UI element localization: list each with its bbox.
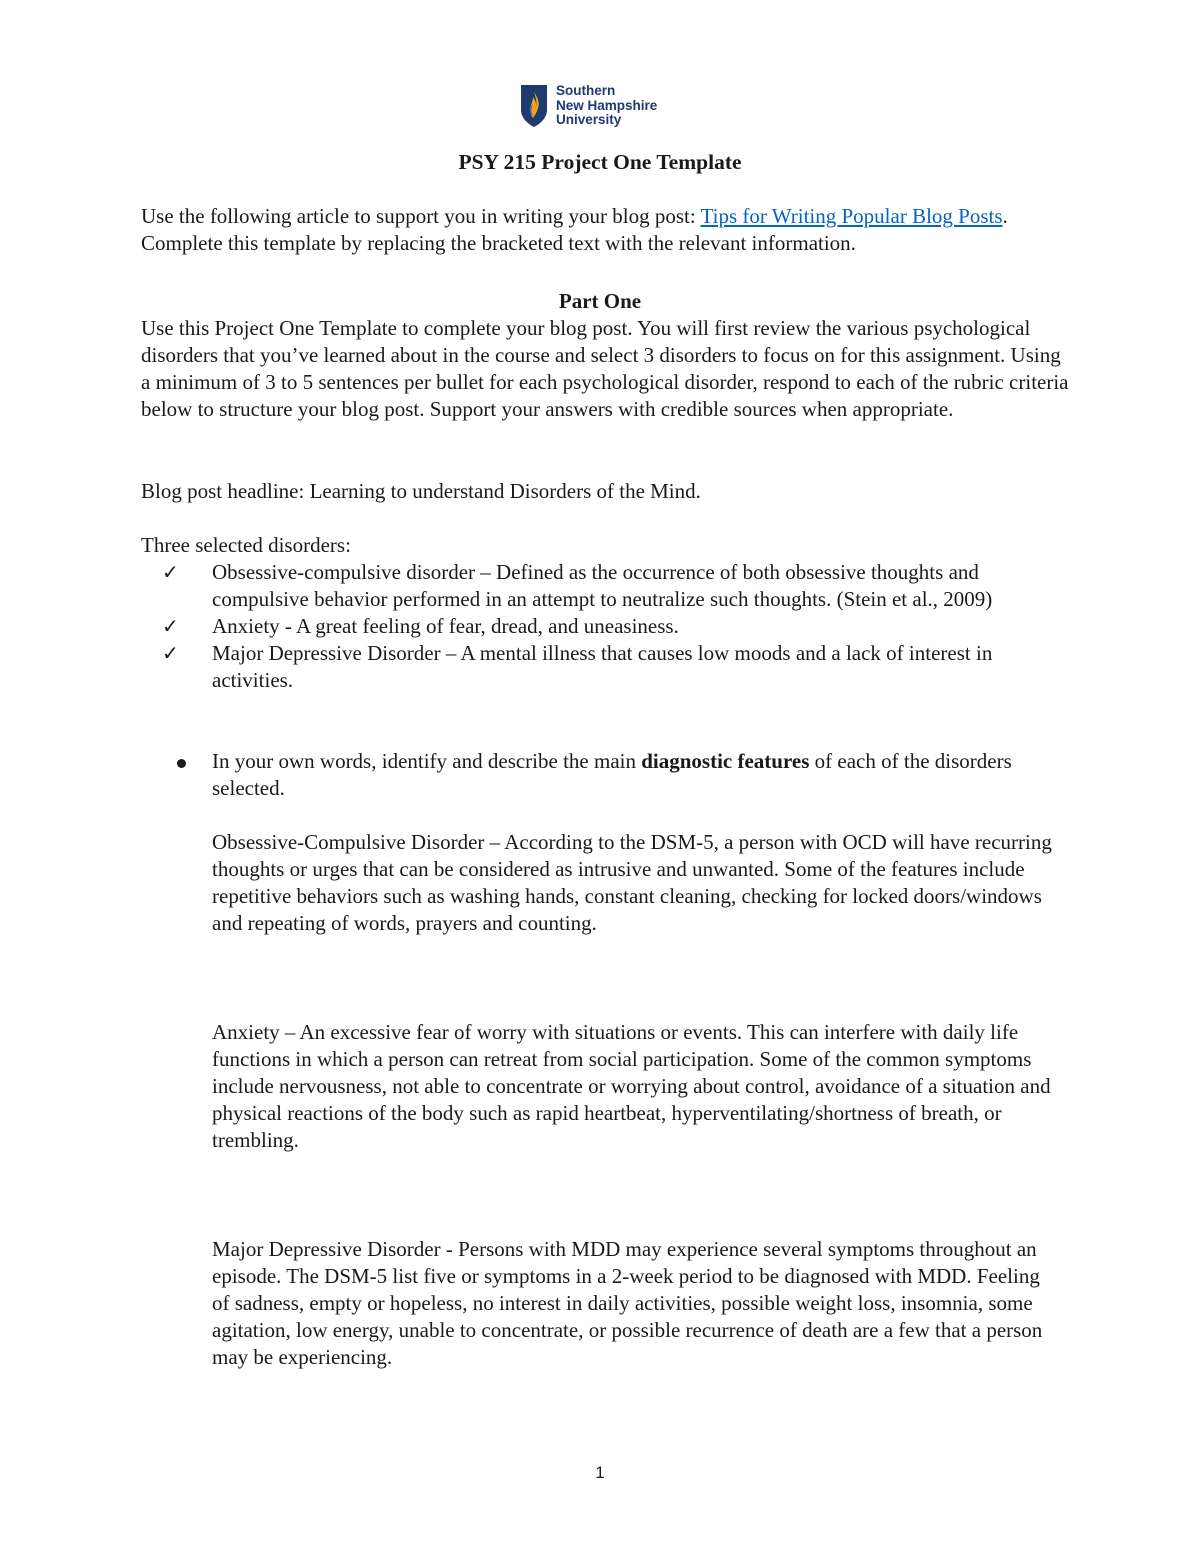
intro-text-after: . Complete this template by replacing the bracketed text with the relevant information. <box>141 204 1008 255</box>
list-item <box>141 613 1061 640</box>
disorder-item-text: Major Depressive Disorder – A mental illness that causes low moods and a lack of interest in activities. <box>212 641 993 692</box>
list-item <box>141 559 1061 613</box>
blog-tips-link[interactable]: Tips for Writing Popular Blog Posts <box>700 204 1003 228</box>
shield-icon <box>520 84 548 128</box>
intro-paragraph <box>141 203 1071 257</box>
part-one-heading: Part One <box>558 289 642 313</box>
logo-line-3: University <box>556 112 622 128</box>
disorders-checklist <box>141 559 1061 694</box>
checkmark-icon: ✓ <box>162 614 179 638</box>
university-logo <box>520 84 657 128</box>
disorder-item-text: Obsessive-compulsive disorder – Defined as the occurrence of both obsessive thoughts and compulsive behavior performed in an attempt to neutralize such thoughts. (Stein et al., 2009) <box>212 560 993 611</box>
answer-anxiety: Anxiety – An excessive fear of worry with situations or events. This can interfere with daily life functions in which a person can retreat from social participation. Some of the common symptoms include nervousness, not able to concentrate or worrying about control, avoidance of a situation and physical reactions of the body such as rapid heartbeat, hyperventilating/shortness of breath, or trembling. <box>212 1020 1051 1152</box>
criterion-before: In your own words, identify and describe the main <box>212 749 642 773</box>
part-one-body: Use this Project One Template to complete your blog post. You will first review the various psychological disorders that you’ve learned about in the course and select 3 disorders to focus on for this assignment. Using a minimum of 3 to 5 sentences per bullet for each psychological disorder, respond to each of the rubric criteria below to structure your blog post. Support your answers with credible sources when appropriate. <box>141 316 1069 421</box>
criterion-bullet <box>141 748 1061 802</box>
criterion-bold: diagnostic features <box>641 749 810 773</box>
disorder-item-text: Anxiety - A great feeling of fear, dread, and uneasiness. <box>212 614 679 638</box>
page-number: 1 <box>595 1463 605 1482</box>
answer-ocd: Obsessive-Compulsive Disorder – According to the DSM-5, a person with OCD will have recurring thoughts or urges that can be considered as intrusive and unwanted. Some of the features include repetitive behaviors such as washing hands, constant cleaning, checking for locked doors/windows and repeating of words, prayers and counting. <box>212 830 1052 935</box>
document-title: PSY 215 Project One Template <box>458 150 742 174</box>
list-item <box>141 640 1061 694</box>
logo-line-1: Southern <box>556 83 616 99</box>
checkmark-icon: ✓ <box>162 641 179 665</box>
answer-mdd: Major Depressive Disorder - Persons with MDD may experience several symptoms throughout an episode. The DSM-5 list five or symptoms in a 2-week period to be diagnosed with MDD. Feeling of sadness, empty or hopeless, no interest in daily activities, possible weight loss, insomnia, some agitation, low energy, unable to concentrate, or possible recurrence of death are a few that a person may be experiencing. <box>212 1237 1043 1369</box>
criterion-text <box>141 748 1061 802</box>
disorders-heading: Three selected disorders: <box>141 533 351 557</box>
logo-line-2: New Hampshire <box>556 97 658 113</box>
intro-text-before: Use the following article to support you in writing your blog post: <box>141 204 701 228</box>
checkmark-icon: ✓ <box>162 560 179 584</box>
logo-wordmark <box>556 84 657 128</box>
criterion-after: of each of the disorders selected. <box>212 749 1012 800</box>
bullet-icon <box>177 759 186 768</box>
blog-headline: Blog post headline: Learning to understand Disorders of the Mind. <box>141 479 701 503</box>
